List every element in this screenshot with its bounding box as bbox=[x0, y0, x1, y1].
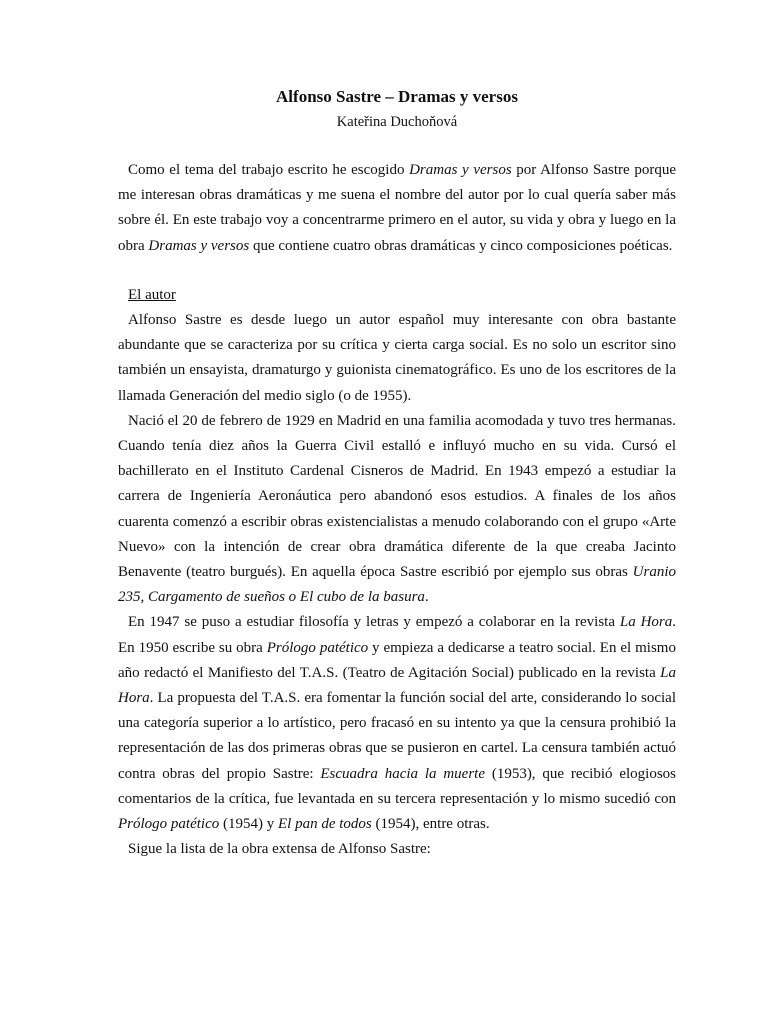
text-run: (1954) y bbox=[219, 816, 278, 833]
italic-title-run: Uranio 235 bbox=[118, 564, 676, 606]
body-paragraph-4 bbox=[118, 837, 676, 862]
text-run: . En 1950 escribe su obra bbox=[118, 614, 676, 656]
section-heading-el-autor: El autor bbox=[128, 286, 176, 303]
body-paragraph-1 bbox=[118, 308, 676, 409]
italic-title-run: El pan de todos bbox=[278, 816, 372, 833]
document-title: Alfonso Sastre – Dramas y versos bbox=[276, 87, 518, 106]
italic-title-run: La Hora bbox=[619, 614, 673, 631]
text-run: (1954), entre otras. bbox=[371, 816, 490, 833]
italic-title-run: Dramas y versos bbox=[409, 162, 512, 178]
body-paragraph-2 bbox=[118, 409, 676, 611]
text-run: y empieza a dedicarse a teatro social. En el mismo año redactó el Manifiesto del T.A.S. (Teatro de Agitación Social) publicado en la revista bbox=[118, 639, 676, 681]
italic-title-run: Dramas y versos bbox=[148, 237, 250, 254]
italic-title-run: La Hora bbox=[118, 664, 676, 707]
document-author: Kateřina Duchoňová bbox=[336, 114, 458, 130]
text-run: Sigue la lista de la obra extensa de Alfonso Sastre: bbox=[128, 841, 431, 858]
italic-title-run: Cargamento de sueños o El cubo de la basura bbox=[148, 589, 425, 606]
italic-title-run: Prólogo patético bbox=[118, 816, 220, 833]
body-paragraph-3 bbox=[118, 610, 676, 837]
text-run: . bbox=[424, 589, 429, 606]
text-run: , bbox=[140, 589, 148, 606]
text-run: Alfonso Sastre es desde luego un autor español muy interesante con obra bastante abundante que se caracteriza por su crítica y cierta carga social. Es no solo un escritor sino también un ensayista, dramaturgo y guionista cinematográfico. Es uno de los escritores de la llamada Generación del medio siglo (o de 1955). bbox=[118, 312, 676, 404]
italic-title-run: Prólogo patético bbox=[266, 639, 369, 656]
italic-title-run: Escuadra hacia la muerte bbox=[320, 765, 485, 782]
intro-paragraph bbox=[118, 158, 676, 259]
text-run: En 1947 se puso a estudiar filosofía y letras y empezó a colaborar en la revista bbox=[128, 614, 620, 631]
document-page bbox=[118, 84, 676, 862]
text-run: que contiene cuatro obras dramáticas y cinco composiciones poéticas. bbox=[249, 237, 673, 254]
text-run: por Alfonso Sastre porque me interesan obras dramáticas y me suena el nombre del autor por lo cual quería saber más sobre él. En este trabajo voy a concentrarme primero en el autor, su vida y obra y luego en la obra bbox=[118, 162, 676, 254]
text-run: Nació el 20 de febrero de 1929 en Madrid en una familia acomodada y tuvo tres hermanas. Cuando tenía diez años la Guerra Civil estalló e influyó mucho en su vida. Cursó el bachillerato en el Instituto Cardenal Cisneros de Madrid. En 1943 empezó a estudiar la carrera de Ingeniería Aeronáutica pero abandonó esos estudios. A finales de los años cuarenta comenzó a escribir obras existencialistas a menudo colaborando con el grupo «Arte Nuevo» con la intención de crear obra dramática diferente de la que creaba Jacinto Benavente (teatro burgués). En aquella época Sastre escribió por ejemplo sus obras bbox=[118, 412, 676, 581]
text-run: Como el tema del trabajo escrito he escogido bbox=[128, 162, 410, 178]
text-run: (1953), que recibió elogiosos comentarios de la crítica, fue levantada en su tercera representación y lo mismo sucedió con bbox=[118, 765, 676, 807]
text-run: . La propuesta del T.A.S. era fomentar la función social del arte, considerando lo social una categoría superior a lo artístico, pero fracasó en su intento ya que la censura prohibió la representación de las dos primeras obras que se pusieron en cartel. La censura también actuó contra obras del propio Sastre: bbox=[118, 690, 676, 782]
